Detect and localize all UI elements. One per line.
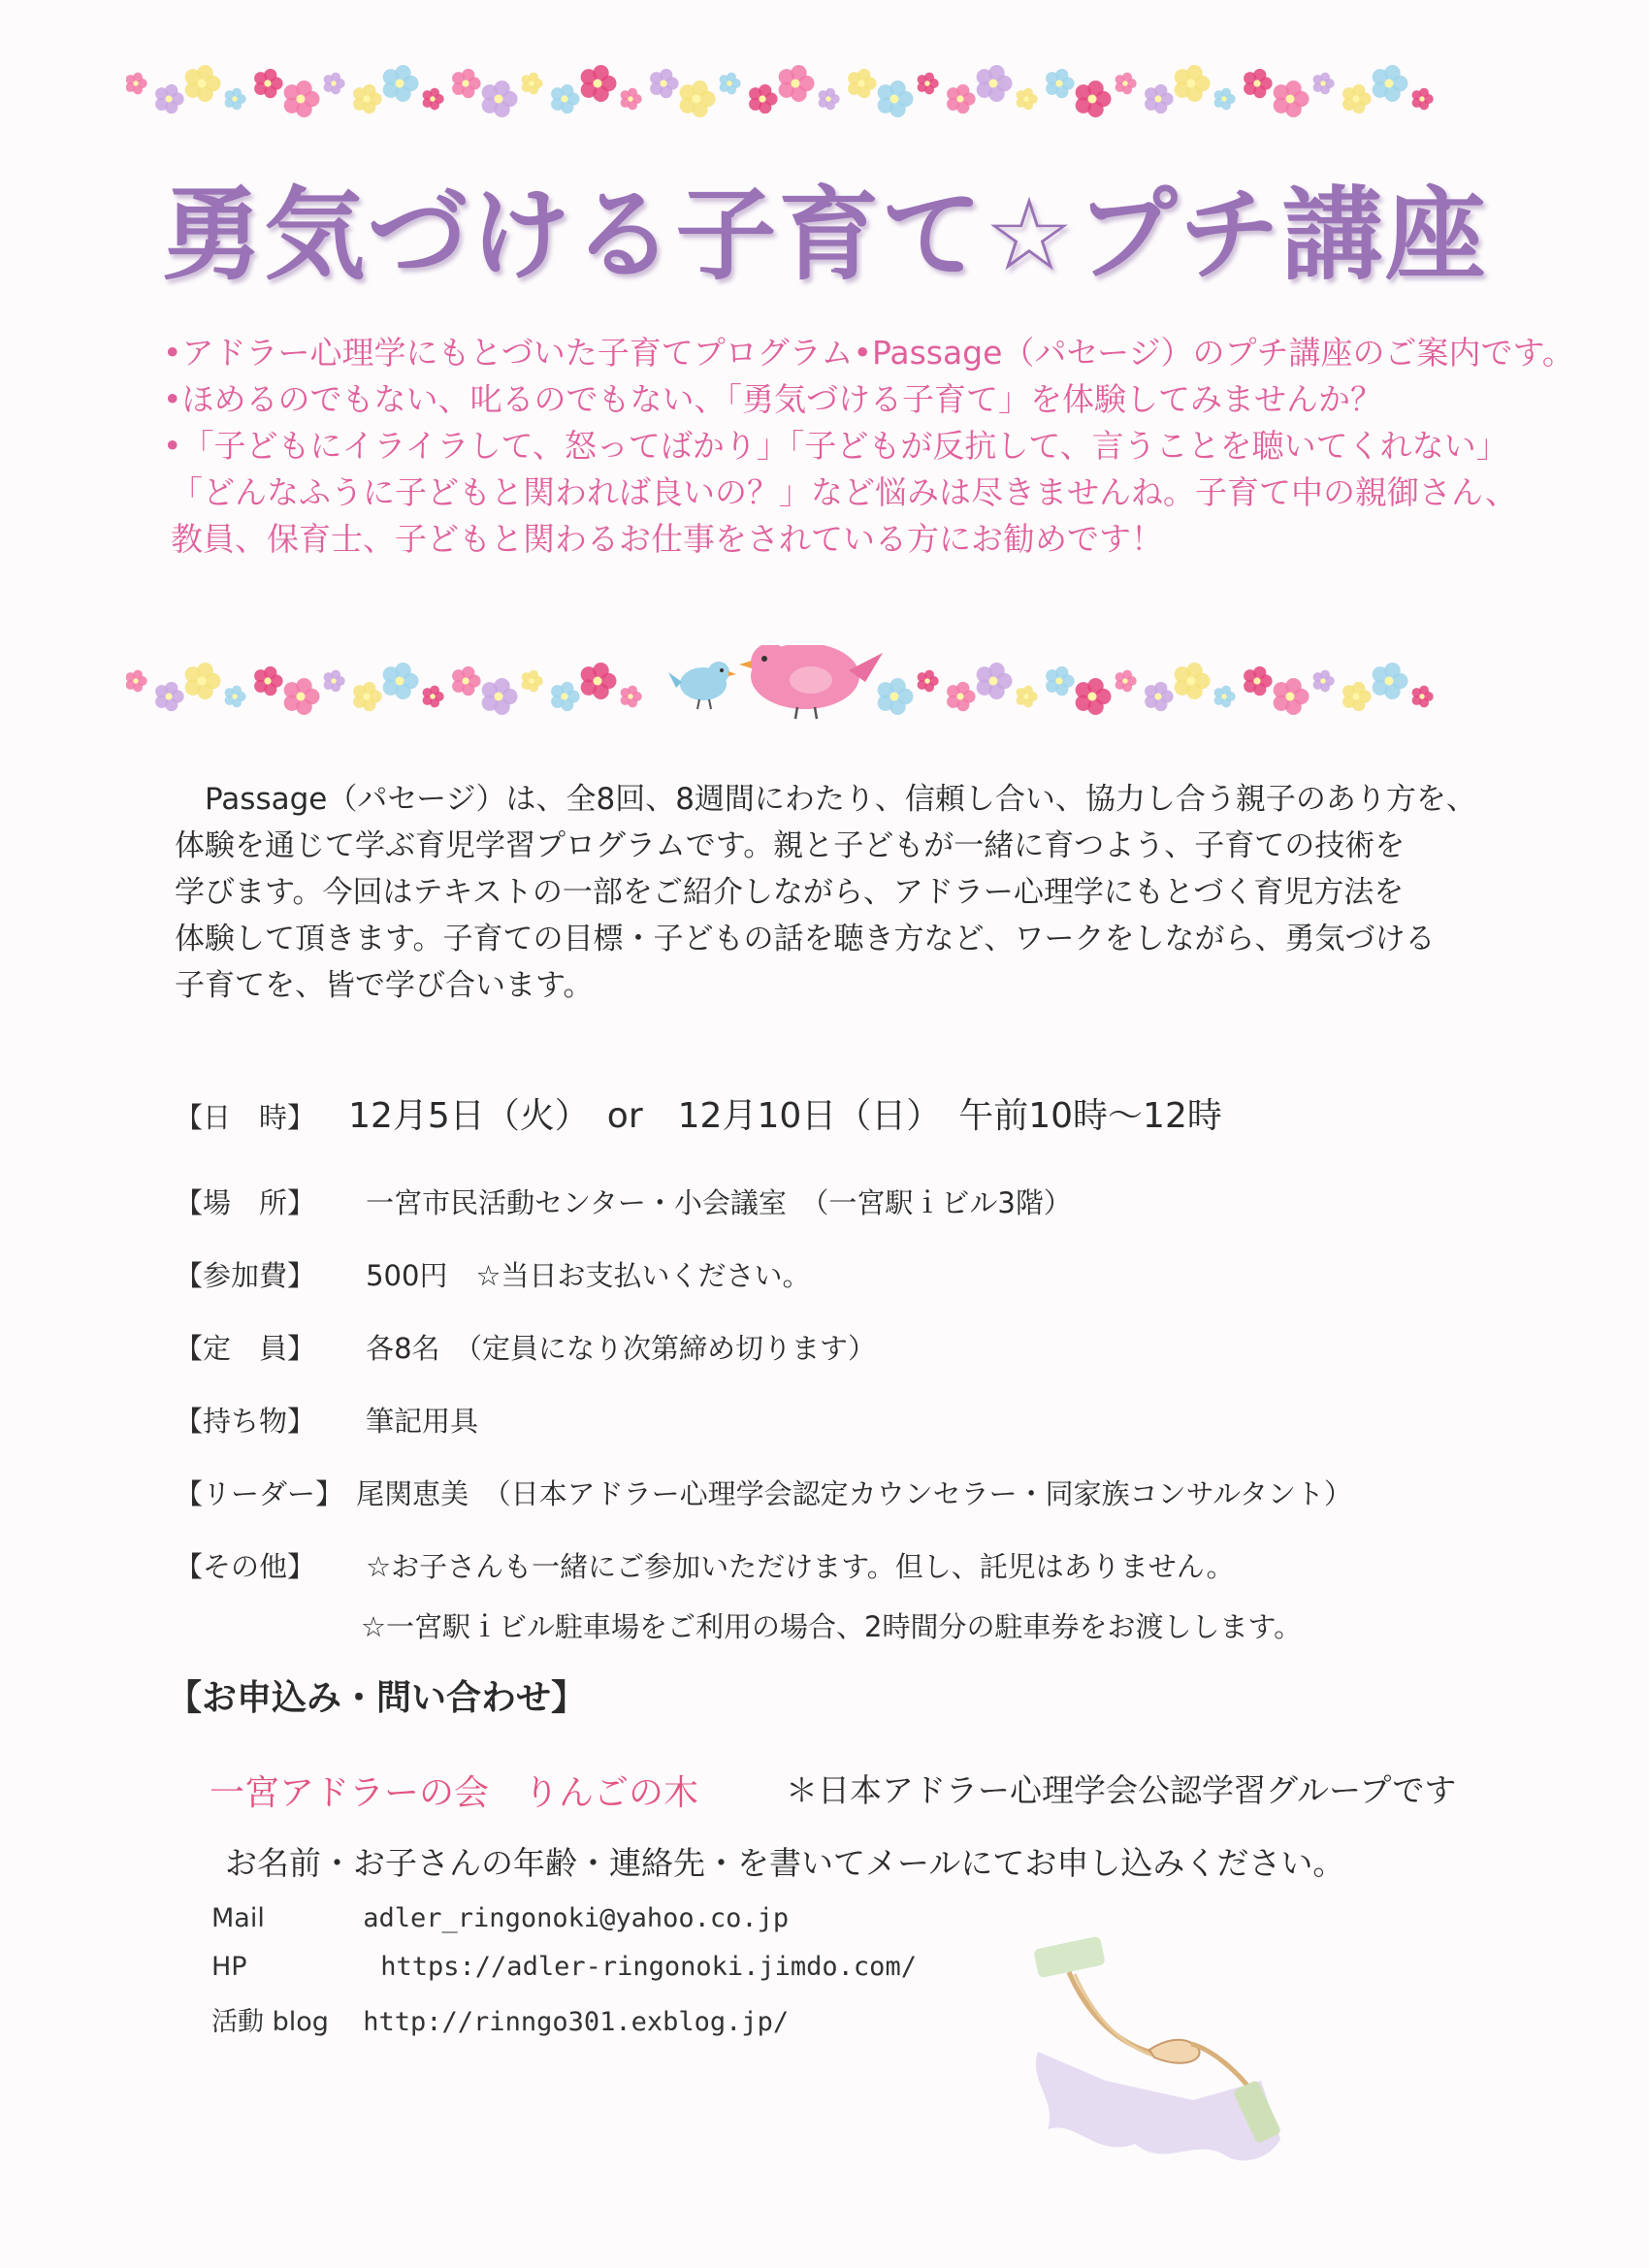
intro-line: 教員、保育士、子どもと関わるお仕事をされている方にお勧めです！ xyxy=(171,520,1163,558)
flower-icon xyxy=(284,81,320,117)
place-value: 一宮市民活動センター・小会議室 （一宮駅ｉビル3階） xyxy=(366,1186,1072,1219)
place-label: 【場 所】 xyxy=(175,1186,316,1219)
flower-icon xyxy=(720,73,741,95)
flower-icon xyxy=(1214,88,1236,111)
other-row xyxy=(175,1545,1235,1585)
capacity-row xyxy=(175,1327,876,1367)
flower-icon xyxy=(1046,666,1074,696)
description-line: 学びます。今回はテキストの一部をご紹介しながら、アドラー心理学にもとづく育児方法を xyxy=(175,875,1405,910)
flower-icon xyxy=(581,65,617,102)
flower-icon xyxy=(1313,73,1335,95)
flower-icon xyxy=(1116,670,1137,693)
flower-icon xyxy=(1076,678,1112,715)
flower-icon xyxy=(353,682,381,711)
hp-label: HP xyxy=(211,1952,247,1982)
flower-icon xyxy=(185,65,221,102)
flower-icon xyxy=(482,81,518,117)
flower-icon xyxy=(225,686,246,708)
flower-icon xyxy=(324,670,345,693)
flower-icon xyxy=(621,88,642,111)
datetime-value: 12月5日（火） or 12月10日（日） 午前10時～12時 xyxy=(348,1096,1222,1136)
flower-icon xyxy=(353,84,381,113)
description-line: Passage（パセージ）は、全8回、8週間にわたり、信頼し合い、協力し合う親子のあり方を、 xyxy=(175,782,1476,817)
leader-row xyxy=(175,1473,1352,1512)
page-title: 勇気づける子育て☆プチ講座 xyxy=(161,176,1488,294)
pink-bird-icon xyxy=(739,645,883,719)
flower-icon xyxy=(1116,73,1137,95)
flower-icon xyxy=(1145,84,1173,113)
description-line: 体験して頂きます。子育ての目標・子どもの話を聴き方など、ワークをしながら、勇気づける xyxy=(175,922,1436,956)
org-note: ＊日本アドラー心理学会公認学習グループです xyxy=(786,1771,1457,1809)
flower-icon xyxy=(918,670,939,693)
place-row xyxy=(175,1182,1072,1221)
flower-icon xyxy=(284,678,320,715)
flower-icon xyxy=(126,73,147,95)
flower-icon xyxy=(650,69,678,98)
flower-icon xyxy=(1046,69,1074,98)
capacity-value: 各8名 （定員になり次第締め切ります） xyxy=(366,1332,877,1365)
flower-icon xyxy=(581,663,617,699)
middle-flower-border xyxy=(126,645,1465,732)
flower-icon xyxy=(452,69,480,98)
blog-link[interactable]: http://rinngo301.exblog.jp/ xyxy=(363,2007,790,2037)
datetime-row xyxy=(175,1088,1222,1138)
flower-icon xyxy=(254,69,282,98)
other-row-2 xyxy=(361,1605,1302,1645)
description-line: 体験を通じて学ぶ育児学習プログラムです。親と子どもが一緒に育つよう、子育ての技術を xyxy=(175,828,1406,863)
other-value-2: ☆一宮駅ｉビル駐車場をご利用の場合、2時間分の駐車券をお渡しします。 xyxy=(361,1610,1303,1643)
blue-bird-icon xyxy=(668,662,736,709)
intro-block xyxy=(163,330,1574,563)
flower-icon xyxy=(1274,678,1310,715)
flower-icon xyxy=(947,682,975,711)
flower-icon xyxy=(155,84,183,113)
flower-icon xyxy=(1313,670,1335,693)
apply-instructions: お名前・お子さんの年齢・連絡先・を書いてメールにてお申し込みください。 xyxy=(225,1844,1345,1882)
other-value-1: ☆お子さんも一緒にご参加いただけます。但し、託児はありません。 xyxy=(366,1550,1235,1583)
mail-row xyxy=(211,1903,789,1933)
flower-icon xyxy=(621,686,642,708)
flower-icon xyxy=(1145,682,1173,711)
flower-icon xyxy=(254,666,282,696)
fee-row xyxy=(175,1254,810,1294)
flower-icon xyxy=(1274,81,1310,117)
flower-icon xyxy=(1342,84,1371,113)
flower-icon xyxy=(848,69,876,98)
leader-value: 尾関恵美 （日本アドラー心理学会認定カウンセラー・同家族コンサルタント） xyxy=(356,1477,1352,1510)
flower-icon xyxy=(749,84,777,113)
mail-label: Mail xyxy=(211,1903,265,1933)
flower-icon xyxy=(1017,686,1038,708)
hp-link[interactable]: https://adler-ringonoki.jimdo.com/ xyxy=(380,1952,917,1982)
fee-label: 【参加費】 xyxy=(175,1259,316,1292)
flower-icon xyxy=(522,670,543,693)
flower-icon xyxy=(1214,686,1236,708)
fee-value: 500円 ☆当日お支払いください。 xyxy=(366,1259,811,1292)
flower-icon xyxy=(1244,69,1272,98)
description-block xyxy=(175,776,1474,1009)
flower-icon xyxy=(482,678,518,715)
flower-icon xyxy=(779,65,815,102)
flower-icon xyxy=(977,663,1013,699)
items-value: 筆記用具 xyxy=(366,1405,479,1438)
flower-icon xyxy=(383,65,419,102)
capacity-label: 【定 員】 xyxy=(175,1332,316,1365)
flower-icon xyxy=(1017,88,1038,111)
flower-icon xyxy=(947,84,975,113)
flower-icon xyxy=(878,678,914,715)
description-line: 子育てを、皆で学び合います。 xyxy=(175,968,594,1003)
items-label: 【持ち物】 xyxy=(175,1405,316,1438)
intro-line: 「どんなふうに子どもと関われば良いの？」など悩みは尽きませんね。子育て中の親御さん、 xyxy=(171,473,1517,511)
flower-icon xyxy=(155,682,183,711)
datetime-label: 【日 時】 xyxy=(175,1101,316,1134)
flower-icon xyxy=(551,84,579,113)
intro-line: •アドラー心理学にもとづいた子育てプログラム•Passage（パセージ）のプチ講座のご案内です。 xyxy=(163,334,1574,372)
flower-icon xyxy=(452,666,480,696)
flower-icon xyxy=(185,663,221,699)
holding-hands-illustration xyxy=(1018,1935,1319,2178)
flower-icon xyxy=(423,686,444,708)
flower-icon xyxy=(1373,65,1408,102)
intro-line: •ほめるのでもない、叱るのでもない、「勇気づける子育て」を体験してみませんか？ xyxy=(163,380,1382,418)
flower-icon xyxy=(1412,88,1434,111)
flower-icon xyxy=(522,73,543,95)
flower-icon xyxy=(324,73,345,95)
flower-icon xyxy=(126,670,147,693)
flower-icon xyxy=(1175,65,1211,102)
flower-icon xyxy=(1175,663,1211,699)
flower-icon xyxy=(1412,686,1434,708)
flower-icon xyxy=(225,88,246,111)
flower-icon xyxy=(819,88,840,111)
flower-icon xyxy=(551,682,579,711)
flower-icon xyxy=(1244,666,1272,696)
flower-icon xyxy=(383,663,419,699)
flower-icon xyxy=(1076,81,1112,117)
items-row xyxy=(175,1400,478,1440)
leader-label: 【リーダー】 xyxy=(175,1477,344,1510)
contact-heading: 【お申込み・問い合わせ】 xyxy=(167,1678,587,1718)
flower-icon xyxy=(1342,682,1371,711)
flower-icon xyxy=(878,81,914,117)
intro-line: •「子どもにイライラして、怒ってばかり」「子どもが反抗して、言うことを聴いてくれない」 xyxy=(163,427,1508,465)
flower-icon xyxy=(1373,663,1408,699)
flower-icon xyxy=(680,81,716,117)
org-name: 一宮アドラーの会 りんごの木 xyxy=(210,1773,699,1813)
top-flower-border xyxy=(126,56,1465,134)
mail-address[interactable]: adler_ringonoki@yahoo.co.jp xyxy=(363,1903,790,1933)
flower-icon xyxy=(977,65,1013,102)
flower-icon xyxy=(918,73,939,95)
flower-icon xyxy=(423,88,444,111)
other-label: 【その他】 xyxy=(175,1550,316,1583)
blog-label: 活動 blog xyxy=(211,2007,329,2037)
hp-row xyxy=(211,1952,917,1982)
blog-row xyxy=(211,2000,789,2038)
